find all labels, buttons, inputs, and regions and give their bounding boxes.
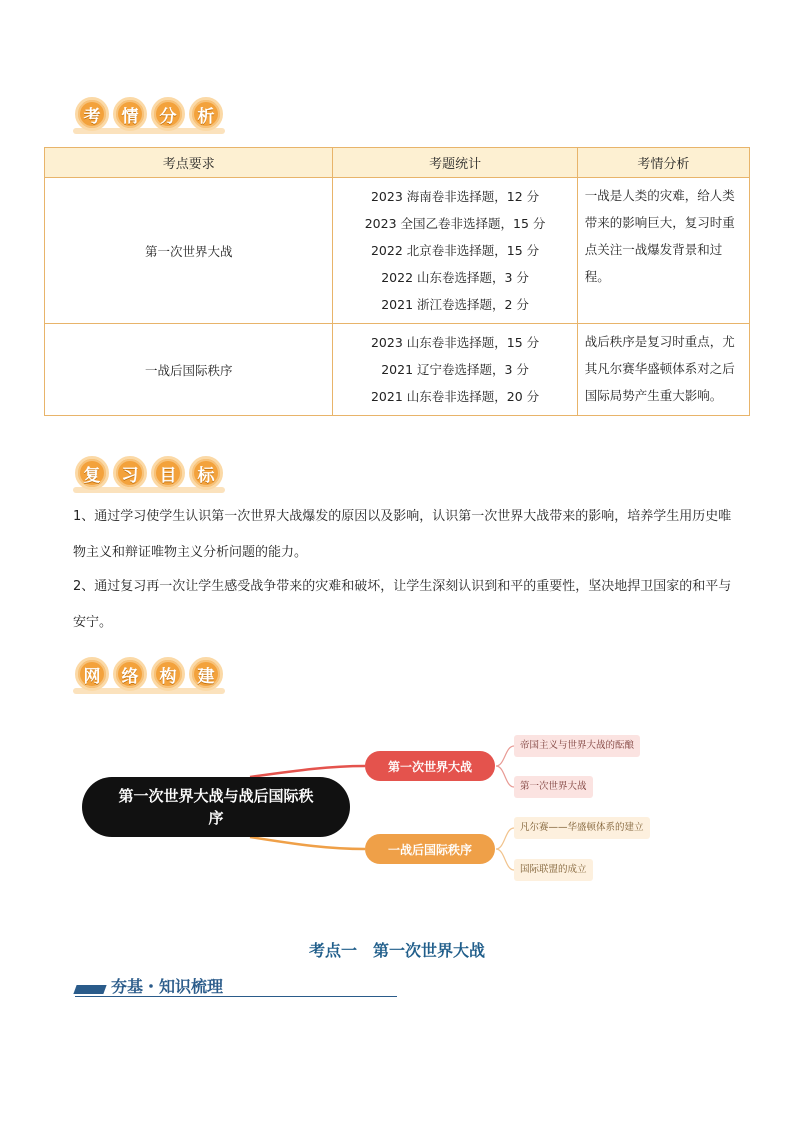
section-char: 习: [113, 456, 147, 490]
stat-line: 2022 北京卷非选择题，15 分: [370, 243, 540, 258]
section-char: 目: [151, 456, 185, 490]
section-char: 网: [75, 657, 109, 691]
subtitle-accent-bar: [73, 985, 106, 994]
stat-line: 2023 山东卷非选择题，15 分: [370, 335, 540, 350]
mindmap-branch-node: 第一次世界大战: [365, 751, 495, 781]
section-char: 情: [113, 97, 147, 131]
section-char: 分: [151, 97, 185, 131]
header-analysis: 考情分析: [577, 148, 749, 178]
section-title-exam-analysis: [75, 97, 223, 131]
keypoint-title: 考点一 第一次世界大战: [308, 941, 485, 960]
mindmap-branch-node: 一战后国际秩序: [365, 834, 495, 864]
stat-line: 2021 山东卷非选择题，20 分: [370, 389, 540, 404]
exam-statistics-table: [44, 147, 750, 416]
section-char: 考: [75, 97, 109, 131]
section-char: 标: [189, 456, 223, 490]
table-header-row: [45, 148, 750, 178]
section-title-network: [75, 657, 223, 691]
stat-line: 2022 山东卷选择题，3 分: [381, 270, 529, 285]
mindmap-center-label: 第一次世界大战与战后国际秩序: [118, 787, 314, 827]
section-char: 构: [151, 657, 185, 691]
section-char: 复: [75, 456, 109, 490]
mindmap-leaf: 帝国主义与世界大战的酝酿: [514, 735, 640, 757]
section-title-review-goals: [75, 456, 223, 490]
stat-line: 2023 全国乙卷非选择题，15 分: [364, 216, 546, 231]
section-char: 析: [189, 97, 223, 131]
analysis-cell: 一战是人类的灾难，给人类带来的影响巨大，复习时重点关注一战爆发背景和过程。: [577, 178, 749, 324]
point-cell: 第一次世界大战: [45, 178, 333, 324]
mindmap-leaf: 凡尔赛——华盛顿体系的建立: [514, 817, 650, 839]
table-row: [45, 324, 750, 416]
keypoint-subtitle-bar: [75, 974, 397, 997]
mindmap-leaf: 第一次世界大战: [514, 776, 593, 798]
section-char: 络: [113, 657, 147, 691]
goal-paragraph: 2、通过复习再一次让学生感受战争带来的灾难和破坏，让学生深刻认识到和平的重要性，坚决地捍卫国家的和平与安宁。: [73, 579, 732, 630]
stat-line: 2023 海南卷非选择题，12 分: [370, 189, 540, 204]
header-stats: 考题统计: [333, 148, 577, 178]
stat-line: 2021 浙江卷选择题，2 分: [381, 297, 529, 312]
stats-cell: [333, 324, 577, 416]
mindmap-leaf: 国际联盟的成立: [514, 859, 593, 881]
goal-paragraph: 1、通过学习使学生认识第一次世界大战爆发的原因以及影响，认识第一次世界大战带来的影响，培养学生用历史唯物主义和辩证唯物主义分析问题的能力。: [73, 509, 732, 560]
stat-line: 2021 辽宁卷选择题，3 分: [381, 362, 529, 377]
header-point: 考点要求: [45, 148, 333, 178]
keypoint-subtitle: 夯基・知识梳理: [111, 977, 224, 996]
section-char: 建: [189, 657, 223, 691]
stats-cell: [333, 178, 577, 324]
point-cell: 一战后国际秩序: [45, 324, 333, 416]
table-row: [45, 178, 750, 324]
mindmap-center-node: [82, 777, 350, 837]
analysis-cell: 战后秩序是复习时重点，尤其凡尔赛华盛顿体系对之后国际局势产生重大影响。: [577, 324, 749, 416]
